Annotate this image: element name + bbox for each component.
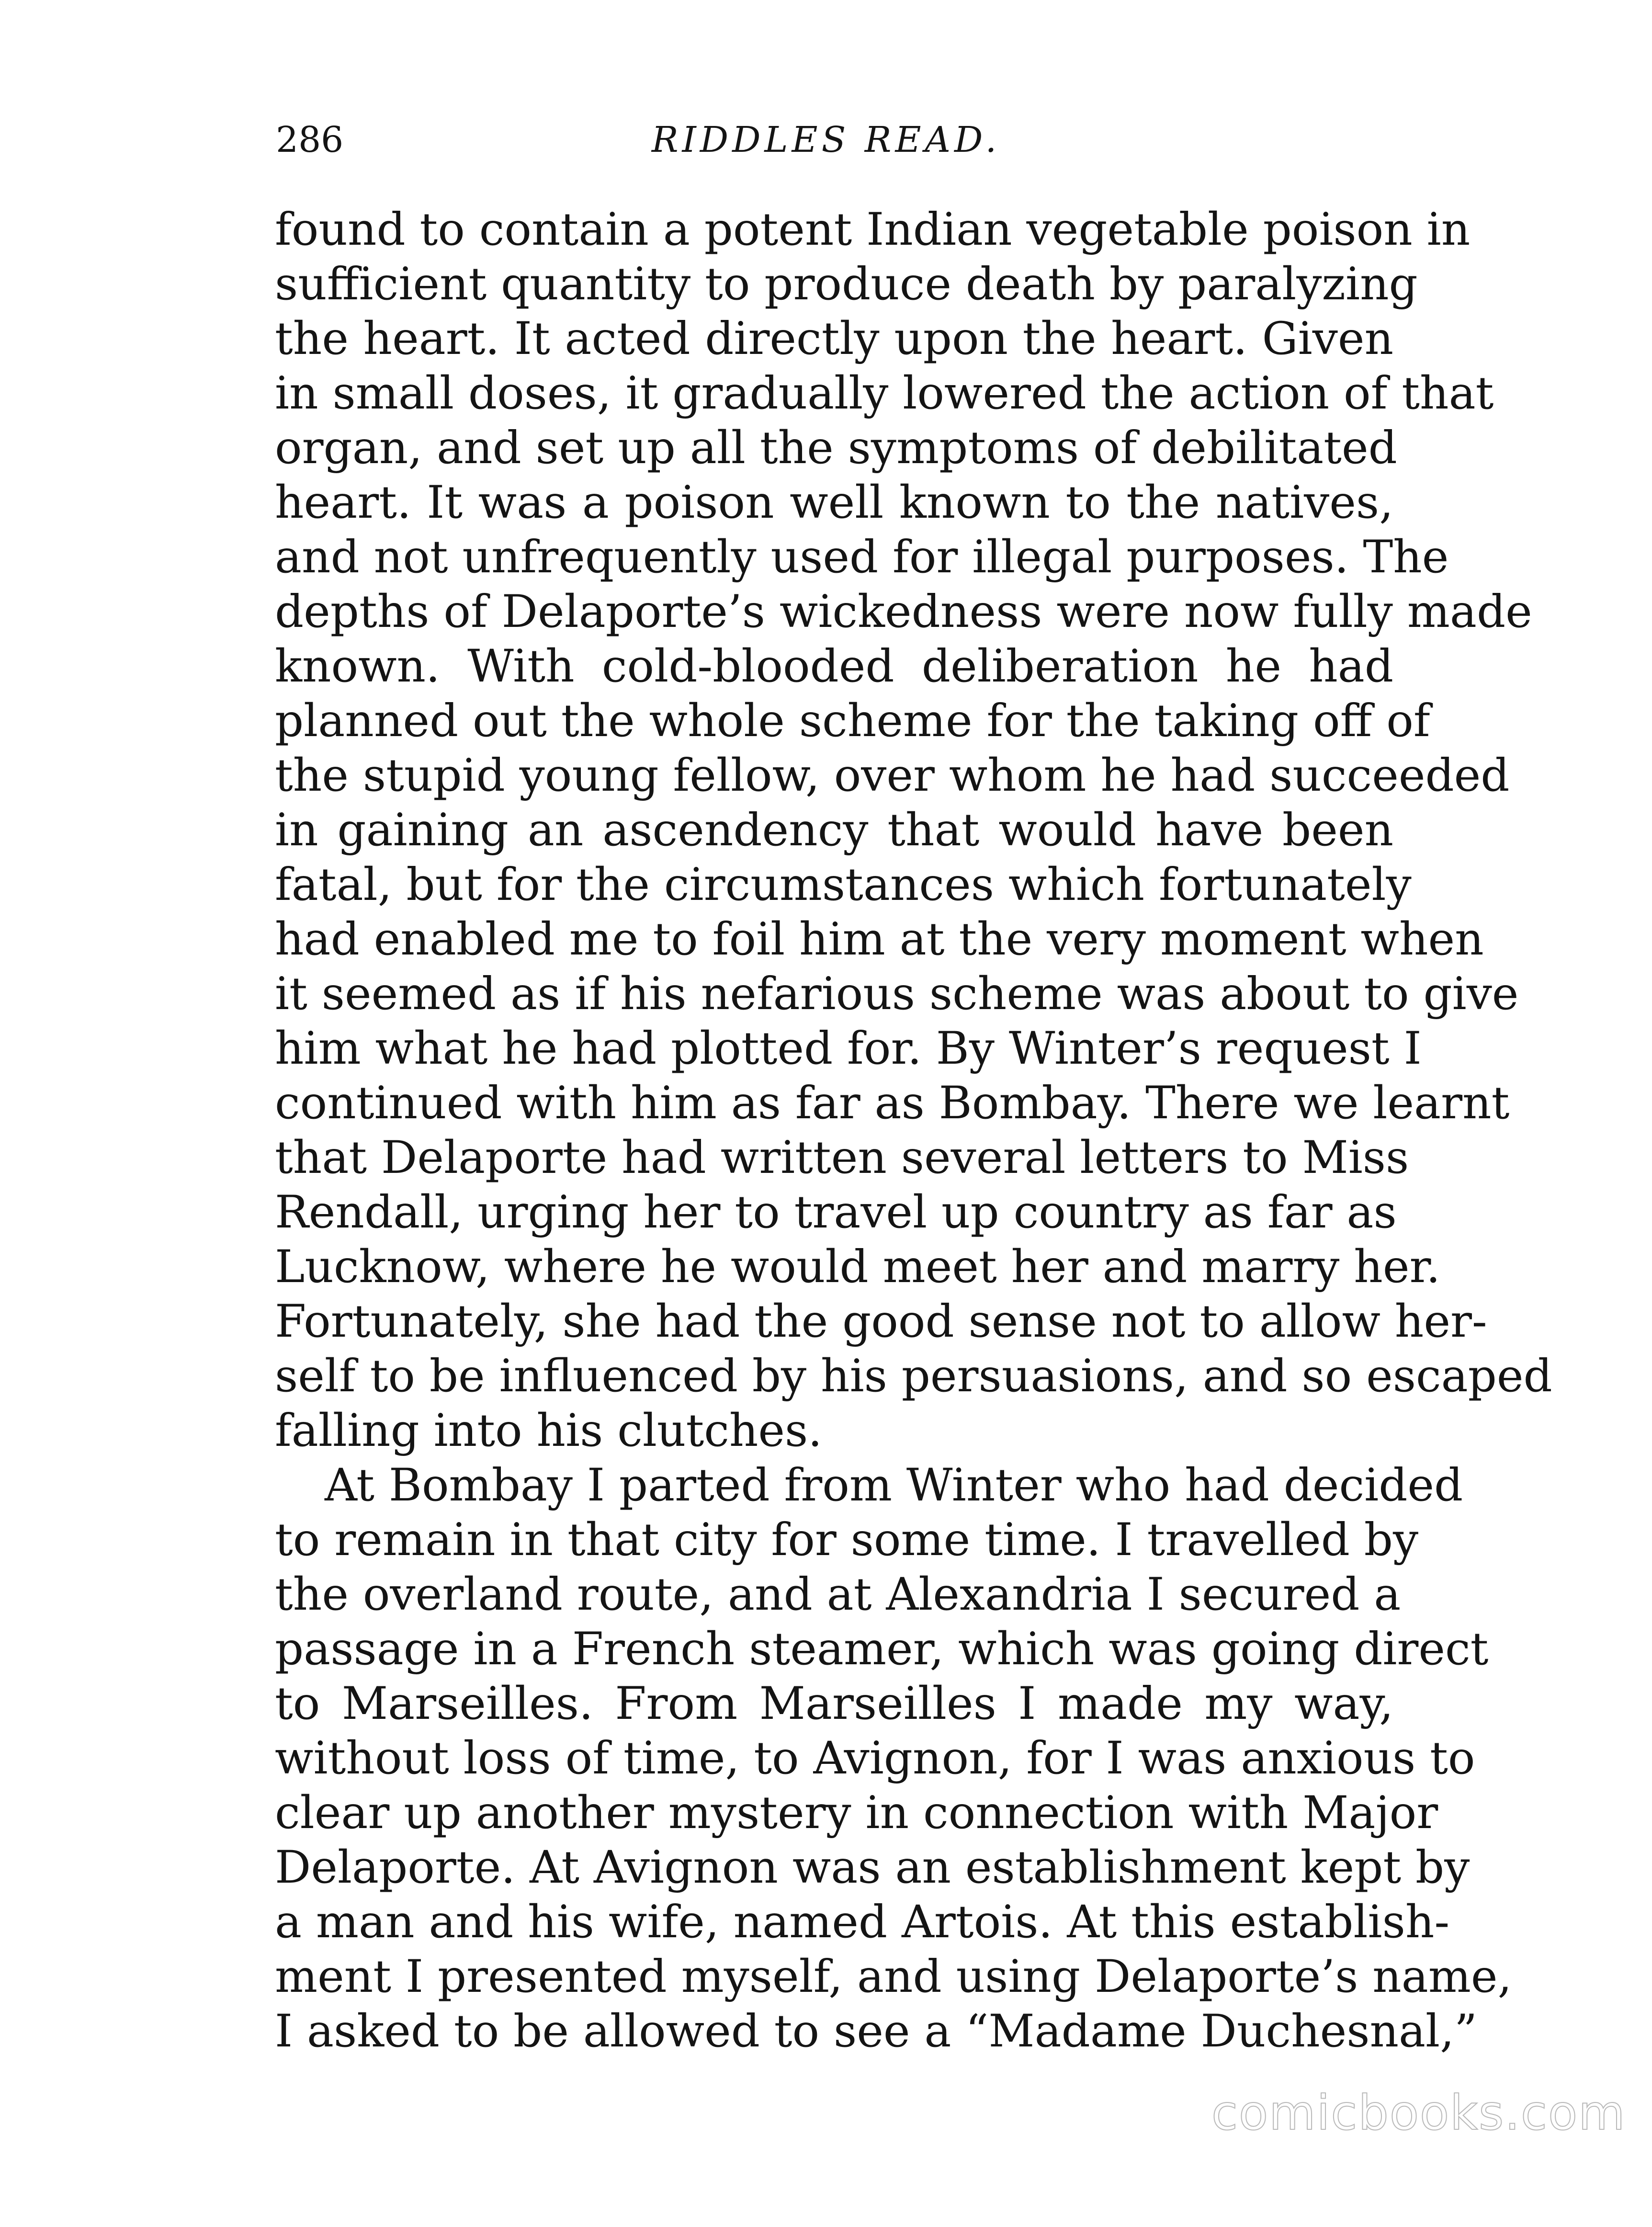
text-line: ment I presented myself, and using Delaporte’s name, xyxy=(275,1951,1512,2003)
text-line: clear up another mystery in connection with Major xyxy=(275,1787,1438,1839)
text-line: in small doses, it gradually lowered the action of that xyxy=(275,367,1494,420)
text-line: and not unfrequently used for illegal purposes. The xyxy=(275,531,1449,583)
text-line: self to be influenced by his persuasions, and so escaped xyxy=(275,1350,1552,1402)
text-line: heart. It was a poison well known to the natives, xyxy=(275,477,1393,529)
text-line: sufficient quantity to produce death by paralyzing xyxy=(275,258,1418,310)
text-line: the stupid young fellow, over whom he had succeeded xyxy=(275,750,1510,802)
paragraph xyxy=(275,1458,1512,2059)
text-line: found to contain a potent Indian vegetable poison in xyxy=(275,204,1471,256)
text-line: to remain in that city for some time. I travelled by xyxy=(275,1514,1419,1566)
text-line: the heart. It acted directly upon the heart. Given xyxy=(275,313,1393,365)
text-line: a man and his wife, named Artois. At this establish- xyxy=(275,1896,1450,1948)
text-line: had enabled me to foil him at the very moment when xyxy=(275,913,1484,966)
text-line: him what he had plotted for. By Winter’s request I xyxy=(275,1023,1422,1075)
text-line: known. With cold-blooded deliberation he had xyxy=(275,640,1393,693)
text-line: continued with him as far as Bombay. There we learnt xyxy=(275,1077,1510,1129)
text-line: organ, and set up all the symptoms of debilitated xyxy=(275,422,1397,474)
text-line: falling into his clutches. xyxy=(275,1405,823,1457)
text-line: Lucknow, where he would meet her and marry her. xyxy=(275,1241,1440,1293)
page-number: 286 xyxy=(276,119,344,160)
text-line: passage in a French steamer, which was going direct xyxy=(275,1623,1489,1675)
text-line: I asked to be allowed to see a “Madame Duchesnal,” xyxy=(275,2005,1478,2057)
text-line: Fortunately, she had the good sense not to allow her- xyxy=(275,1295,1487,1348)
running-head-title: RIDDLES READ. xyxy=(651,119,1001,160)
text-line: in gaining an ascendency that would have been xyxy=(275,804,1393,856)
text-line: planned out the whole scheme for the taking off of xyxy=(275,695,1430,747)
text-line: without loss of time, to Avignon, for I was anxious to xyxy=(275,1732,1475,1784)
text-line: depths of Delaporte’s wickedness were now fully made xyxy=(275,586,1532,638)
paragraph xyxy=(275,203,1552,1458)
text-line: At Bombay I parted from Winter who had decided xyxy=(325,1459,1463,1511)
watermark: comicbooks.com xyxy=(1211,2085,1626,2141)
text-line: it seemed as if his nefarious scheme was about to give xyxy=(275,968,1519,1020)
text-line: that Delaporte had written several letters to Miss xyxy=(275,1132,1409,1184)
text-line: the overland route, and at Alexandria I secured a xyxy=(275,1568,1401,1621)
text-line: fatal, but for the circumstances which fortunately xyxy=(275,859,1412,911)
body-text xyxy=(275,203,1552,2059)
text-line: Rendall, urging her to travel up country as far as xyxy=(275,1186,1397,1238)
text-line: to Marseilles. From Marseilles I made my way, xyxy=(275,1678,1393,1730)
text-line: Delaporte. At Avignon was an establishment kept by xyxy=(275,1841,1470,1894)
